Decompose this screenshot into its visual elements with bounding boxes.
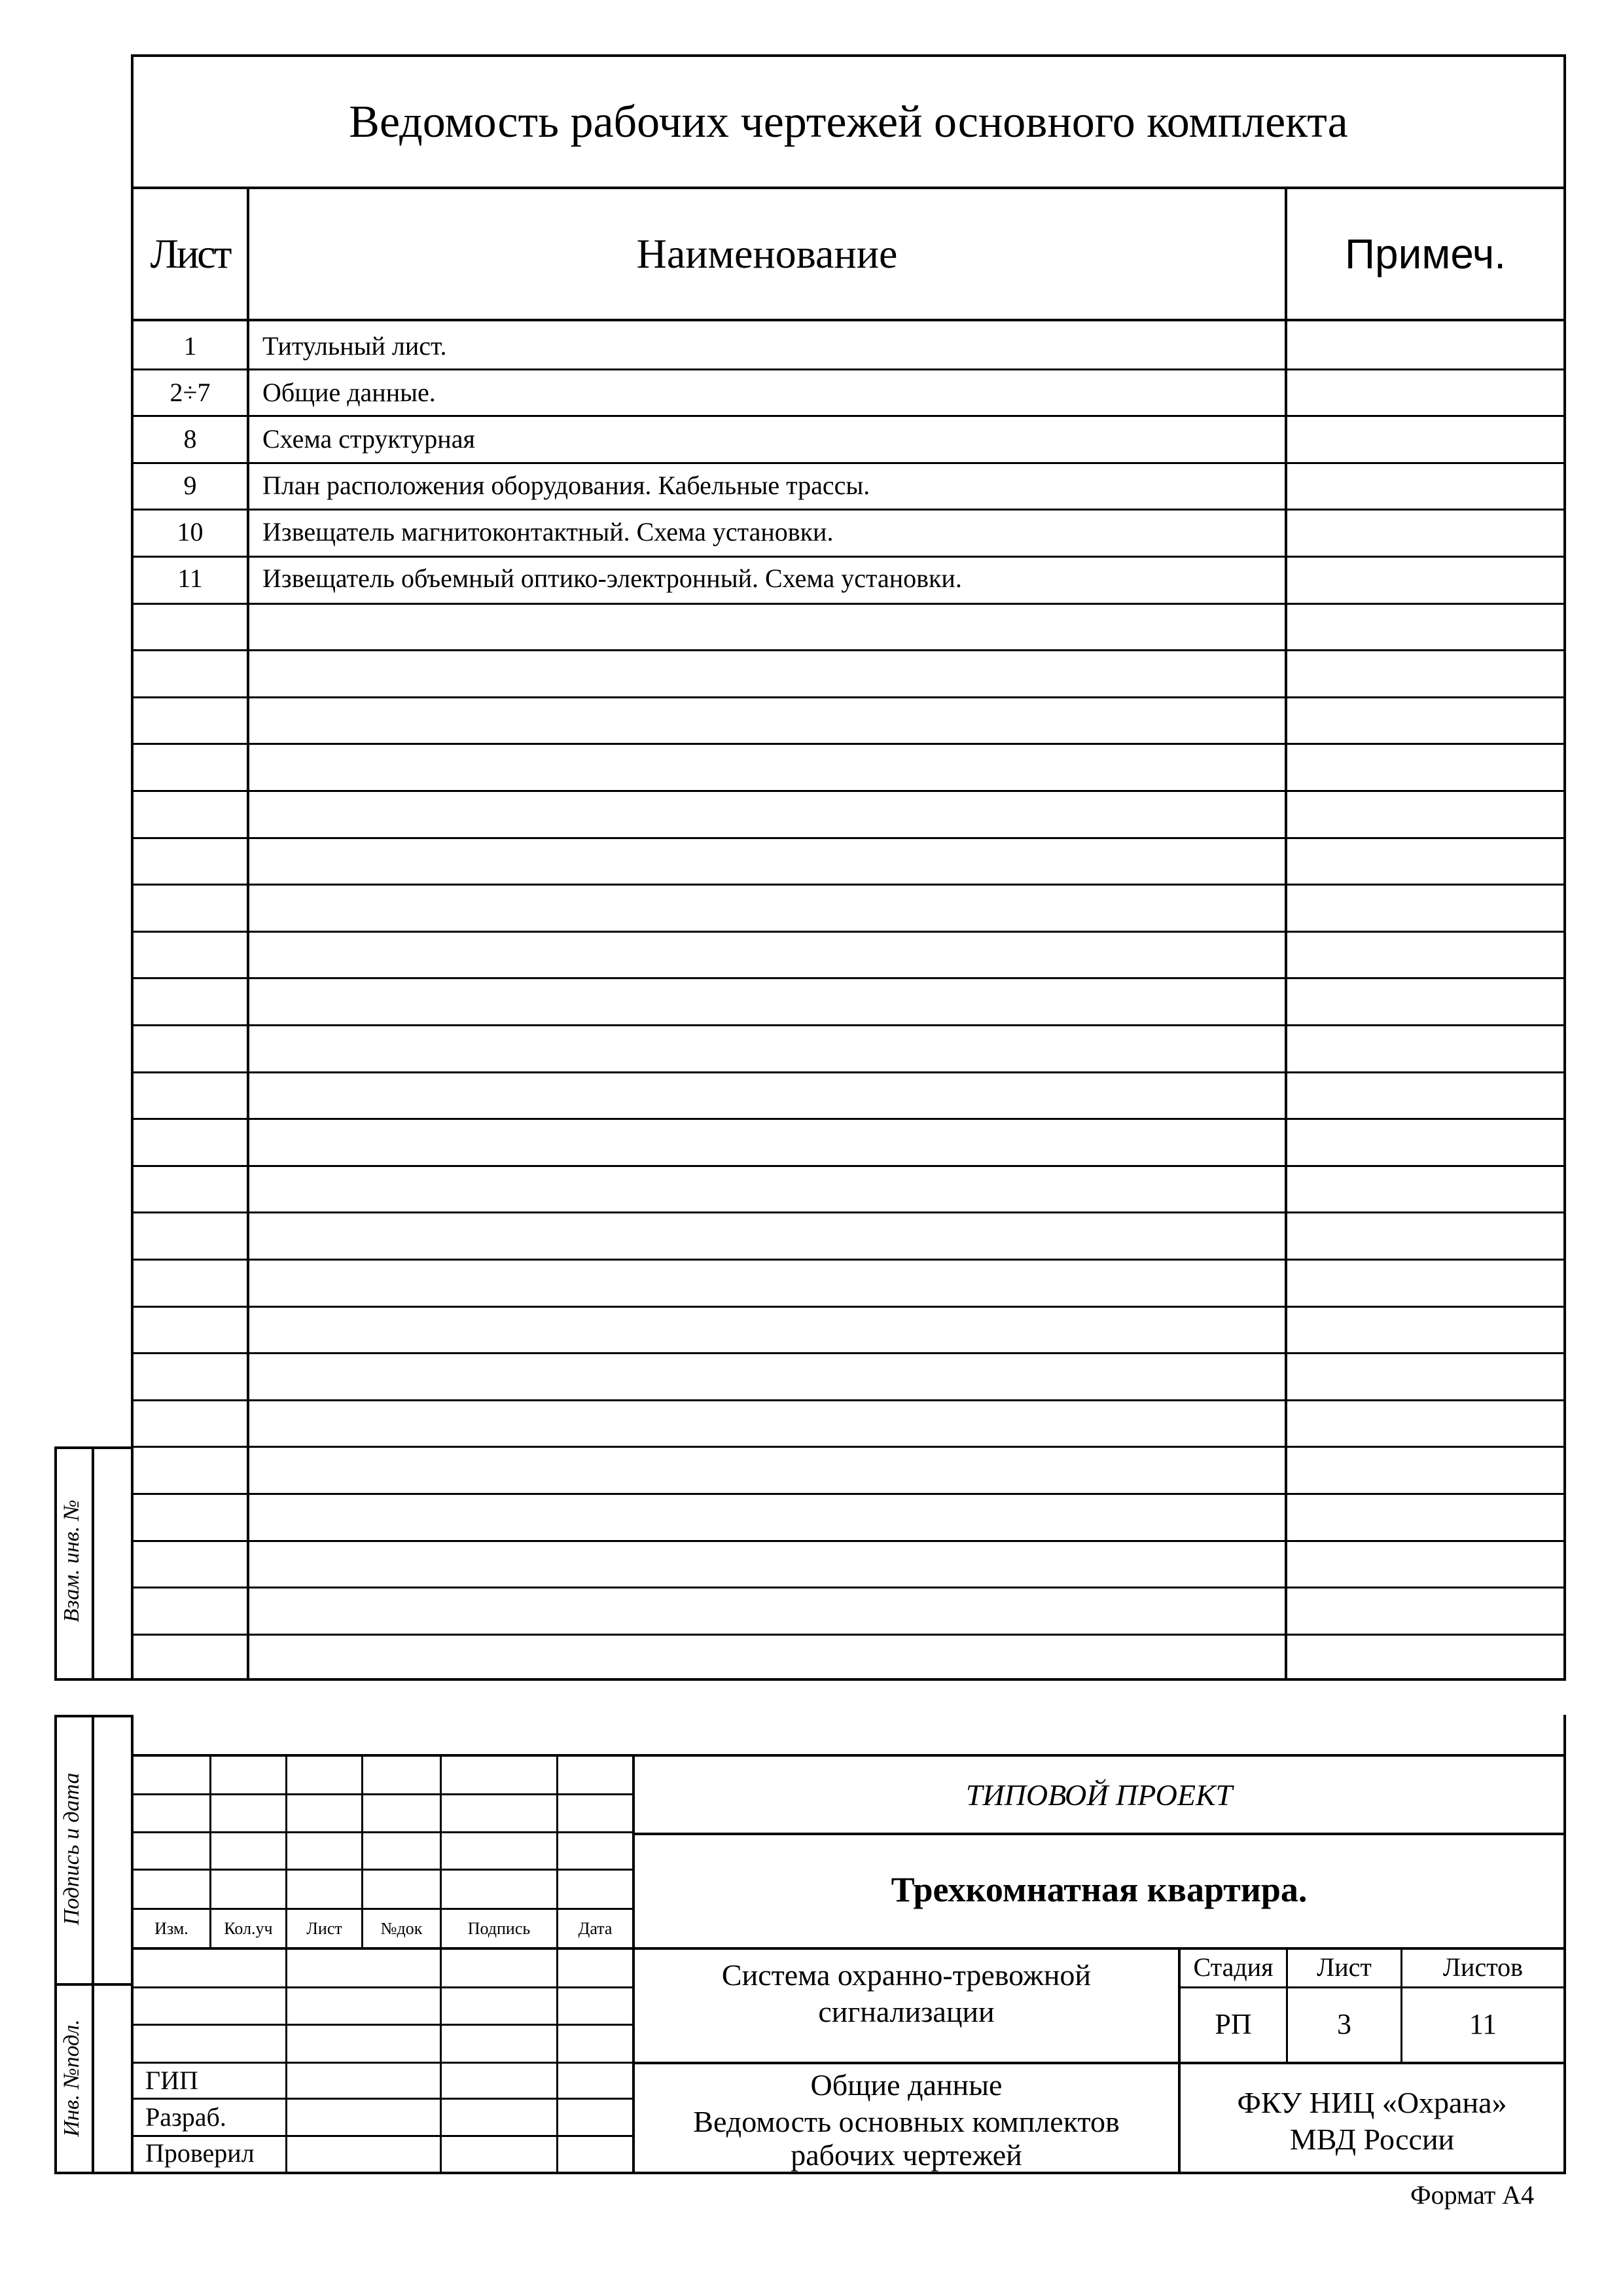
row-line — [134, 1165, 1563, 1167]
row-line — [134, 509, 1563, 511]
row-name: Титульный лист. — [262, 331, 447, 361]
row-line — [134, 1540, 1563, 1542]
col-label-date: Дата — [578, 1919, 613, 1938]
row-line — [134, 931, 1563, 933]
row-sheet: 1 — [183, 331, 197, 361]
row-line — [134, 1352, 1563, 1354]
document-title: Ведомость рабочих чертежей основного комплекта — [349, 97, 1348, 147]
header-divider — [131, 319, 1566, 321]
header-sheet: Лист — [150, 230, 230, 277]
row-line — [134, 649, 1563, 651]
stamp-border-top — [131, 1754, 1566, 1757]
stamp-border-right — [1563, 1715, 1566, 2174]
grid-h — [131, 2062, 635, 2064]
row-line — [134, 1587, 1563, 1588]
project-type: ТИПОВОЙ ПРОЕКТ — [965, 1778, 1233, 1812]
header-note: Примеч. — [1345, 230, 1506, 278]
side-label-replace-inv: Взам. инв. № — [60, 1499, 84, 1623]
grid-v-sign — [440, 1754, 442, 2174]
row-line — [134, 603, 1563, 605]
column-line-note — [1285, 187, 1287, 1681]
column-line-sheet — [247, 187, 249, 1681]
row-sheet: 10 — [177, 517, 204, 547]
row-line — [134, 556, 1563, 558]
grid-h — [131, 1947, 1566, 1950]
stage-value: РП — [1215, 2008, 1252, 2040]
row-line — [134, 415, 1563, 417]
stamp-h-doc — [632, 2062, 1566, 2064]
table-frame — [131, 54, 1566, 1681]
row-name: Извещатель объемный оптико-электронный. Схема установки. — [262, 564, 962, 593]
row-line — [134, 1634, 1563, 1636]
row-line — [134, 1493, 1563, 1495]
role-checker: Проверил — [145, 2138, 255, 2168]
row-line — [134, 696, 1563, 698]
row-line — [134, 1399, 1563, 1401]
doc-line-3: рабочих чертежей — [791, 2138, 1022, 2172]
row-line — [134, 884, 1563, 886]
row-name: План расположения оборудования. Кабельные трассы. — [262, 471, 870, 500]
object-name: Трехкомнатная квартира. — [891, 1870, 1308, 1909]
system-line-2: сигнализации — [818, 1995, 995, 2028]
row-line — [134, 1259, 1563, 1261]
header-name: Наименование — [636, 230, 898, 277]
row-line — [134, 1118, 1563, 1120]
col-label-list: Лист — [306, 1919, 342, 1938]
sheet-label: Лист — [1317, 1952, 1372, 1982]
col-label-sign: Подпись — [467, 1919, 531, 1938]
row-sheet: 11 — [177, 564, 203, 593]
grid-h — [131, 1869, 635, 1871]
row-line — [134, 743, 1563, 745]
row-line — [134, 368, 1563, 370]
sheets-value: 11 — [1469, 2008, 1497, 2040]
side-label-inv-orig: Инв. №подл. — [60, 2019, 84, 2137]
grid-h — [131, 1831, 635, 1833]
side-divider — [92, 1446, 94, 1681]
row-name: Схема структурная — [262, 424, 475, 454]
col-label-izm: Изм. — [154, 1919, 188, 1938]
row-line — [134, 1306, 1563, 1308]
col-label-ndok: №док — [380, 1919, 423, 1938]
doc-line-1: Общие данные — [810, 2068, 1003, 2102]
col-label-kol: Кол.уч — [224, 1919, 273, 1938]
row-line — [134, 837, 1563, 839]
sheet-value: 3 — [1337, 2008, 1351, 2040]
grid-h — [131, 2135, 635, 2137]
org-line-1: ФКУ НИЦ «Охрана» — [1237, 2086, 1507, 2119]
stamp-border-bottom — [54, 2172, 1566, 2174]
org-line-2: МВД России — [1289, 2123, 1455, 2156]
system-line-1: Система охранно-тревожной — [721, 1958, 1092, 1992]
row-line — [134, 1211, 1563, 1213]
grid-h — [131, 1908, 635, 1910]
grid-h — [131, 1986, 635, 1988]
role-developer: Разраб. — [145, 2102, 226, 2132]
grid-v-list — [285, 1754, 287, 2174]
sheets-label: Листов — [1442, 1952, 1524, 1982]
role-gip: ГИП — [145, 2066, 198, 2095]
doc-line-2: Ведомость основных комплектов — [693, 2105, 1120, 2138]
side-divider — [92, 1715, 94, 2174]
row-line — [134, 790, 1563, 792]
row-line — [134, 1446, 1563, 1448]
row-line — [134, 462, 1563, 464]
grid-h — [131, 2024, 635, 2026]
stage-label: Стадия — [1193, 1952, 1274, 1982]
row-sheet: 2÷7 — [169, 378, 211, 407]
side-label-sign-date: Подпись и дата — [60, 1772, 84, 1926]
format-label: Формат А4 — [1410, 2180, 1535, 2210]
row-name: Извещатель магнитоконтактный. Схема установки. — [262, 517, 834, 547]
row-name: Общие данные. — [262, 378, 436, 407]
stamp-border-left — [131, 1715, 134, 2174]
row-line — [134, 1024, 1563, 1026]
stamp-h-project — [632, 1833, 1566, 1835]
grid-h — [131, 2098, 635, 2100]
stamp-h-stage — [1178, 1986, 1566, 1988]
grid-v-date — [556, 1754, 558, 2174]
row-line — [134, 977, 1563, 979]
row-sheet: 9 — [183, 471, 197, 500]
row-line — [134, 1071, 1563, 1073]
grid-h — [131, 1793, 635, 1795]
title-divider — [131, 187, 1566, 189]
row-sheet: 8 — [183, 424, 197, 454]
